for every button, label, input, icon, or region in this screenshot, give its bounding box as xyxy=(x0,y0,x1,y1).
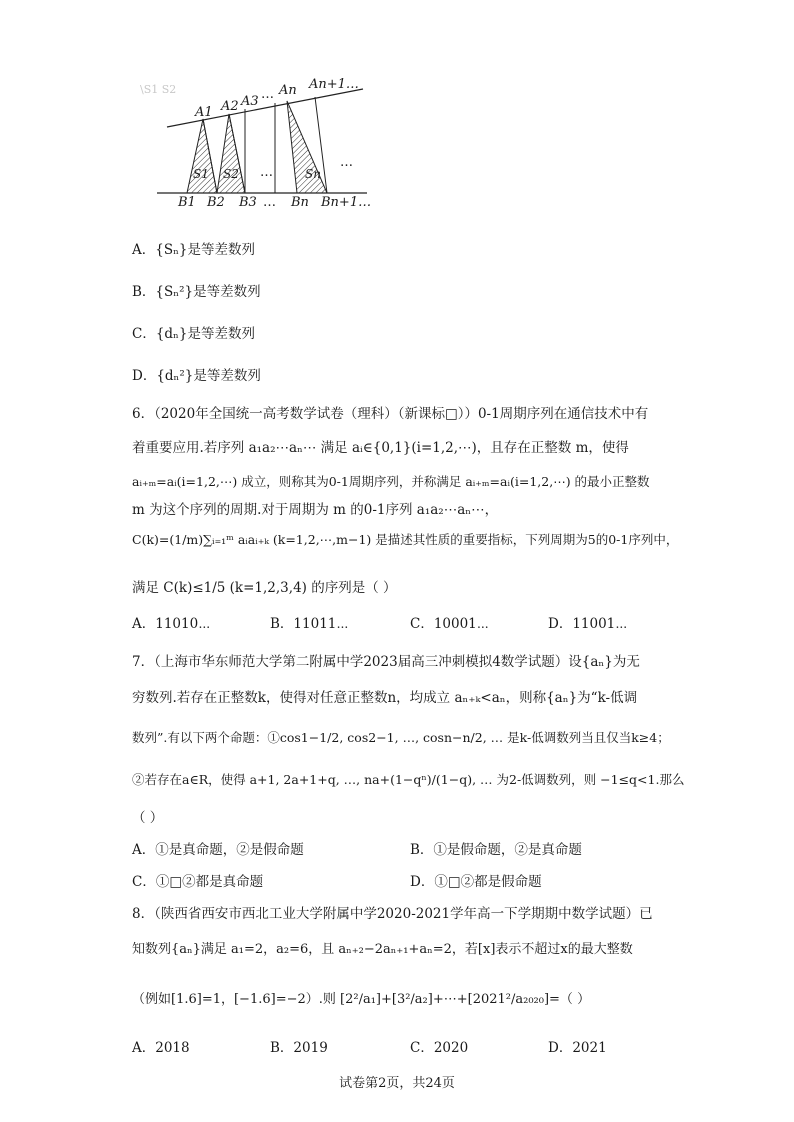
label-a3: A3 xyxy=(241,94,259,109)
q6-line-2: 着重要应用.若序列 a₁a₂⋯aₙ⋯ 满足 aᵢ∈{0,1}(i=1,2,⋯)，且存在正整数 m，使得 xyxy=(132,440,629,456)
triangle-s1 xyxy=(187,119,217,193)
label-bn1: Bn+1… xyxy=(321,195,372,210)
label-b3: B3 xyxy=(239,195,257,210)
q6-option-a: A．11010⋯ xyxy=(132,616,211,632)
label-s2: S2 xyxy=(223,167,239,181)
q6-line-1: 6．（2020年全国统一高考数学试卷（理科）（新课标□））0-1周期序列在通信技术中有 xyxy=(132,406,649,422)
label-bottom-ellipsis: … xyxy=(263,195,276,210)
label-top-ellipsis: … xyxy=(261,87,274,102)
q6-option-c: C．10001⋯ xyxy=(410,616,489,632)
mid-ellipsis: … xyxy=(260,165,273,180)
q7-option-a: A．①是真命题，②是假命题 xyxy=(132,842,304,858)
q8-option-c: C．2020 xyxy=(410,1040,469,1056)
q7-line-3: 数列”.有以下两个命题：①cos1−1/2, cos2−1, …, cosn−n/2, … 是k-低调数列当且仅当k≥4； xyxy=(132,730,670,745)
label-b2: B2 xyxy=(207,195,225,210)
q7-line-2: 穷数列.若存在正整数k，使得对任意正整数n，均成立 aₙ₊ₖ<aₙ，则称{aₙ}为“k-低调 xyxy=(132,690,638,706)
page-footer: 试卷第2页，共24页 xyxy=(339,1076,455,1091)
q6-option-d: D．11001⋯ xyxy=(548,616,628,632)
q6-line-3: aᵢ₊ₘ=aᵢ(i=1,2,⋯) 成立，则称其为0-1周期序列，并称满足 aᵢ₊ₘ=aᵢ(i=1,2,⋯) 的最小正整数 xyxy=(132,474,650,489)
faint-label: \S1 S2 xyxy=(140,83,177,96)
q6-line-4: m 为这个序列的周期.对于周期为 m 的0-1序列 a₁a₂⋯aₙ⋯， xyxy=(132,502,499,518)
q7-option-d: D．①□②都是假命题 xyxy=(410,874,542,890)
q8-line-1: 8．（陕西省西安市西北工业大学附属中学2020-2021学年高一下学期期中数学试题）已 xyxy=(132,906,653,922)
q8-line-2: 知数列{aₙ}满足 a₁=2，a₂=6，且 aₙ₊₂−2aₙ₊₁+aₙ=2，若[x]表示不超过x的最大整数 xyxy=(132,942,633,957)
q8-option-b: B．2019 xyxy=(270,1040,328,1056)
q6-line-6: 满足 C(k)≤1/5 (k=1,2,3,4) 的序列是（ ） xyxy=(132,580,397,596)
label-an1: An+1… xyxy=(309,77,359,92)
q8-option-d: D．2021 xyxy=(548,1040,607,1056)
q5-option-c: C．{dₙ}是等差数列 xyxy=(132,326,255,342)
q8-option-a: A．2018 xyxy=(132,1040,190,1056)
label-an: An xyxy=(279,83,297,98)
right-ellipsis: … xyxy=(340,155,353,170)
q7-line-5: （ ） xyxy=(132,810,164,826)
q5-option-d: D．{dₙ²}是等差数列 xyxy=(132,368,261,384)
q6-line-5: C(k)=(1/m)∑ᵢ₌₁ᵐ aᵢaᵢ₊ₖ (k=1,2,⋯,m−1) 是描述其性质的重要指标，下列周期为5的0-1序列中， xyxy=(132,532,679,547)
geometry-figure xyxy=(140,75,375,229)
label-a2: A2 xyxy=(221,99,239,114)
label-s1: S1 xyxy=(193,167,209,181)
q7-line-1: 7．（上海市华东师范大学第二附属中学2023届高三冲刺模拟4数学试题）设{aₙ}为无 xyxy=(132,654,640,670)
label-bn: Bn xyxy=(291,195,309,210)
label-b1: B1 xyxy=(178,195,196,210)
label-sn: Sn xyxy=(305,167,321,181)
label-a1: A1 xyxy=(195,105,213,120)
q7-line-4: ②若存在a∈R，使得 a+1, 2a+1+q, …, na+(1−qⁿ)/(1−q), … 为2-低调数列，则 −1≤q<1.那么 xyxy=(132,772,685,787)
q8-line-3: （例如[1.6]=1，[−1.6]=−2）.则 [2²/a₁]+[3²/a₂]+⋯+[2021²/a₂₀₂₀]=（ ） xyxy=(132,992,591,1007)
q5-option-a: A．{Sₙ}是等差数列 xyxy=(132,242,256,258)
q5-option-b: B．{Sₙ²}是等差数列 xyxy=(132,284,261,300)
q7-option-b: B．①是假命题，②是真命题 xyxy=(410,842,582,858)
q6-option-b: B．11011⋯ xyxy=(270,616,349,632)
q7-option-c: C．①□②都是真命题 xyxy=(132,874,264,890)
